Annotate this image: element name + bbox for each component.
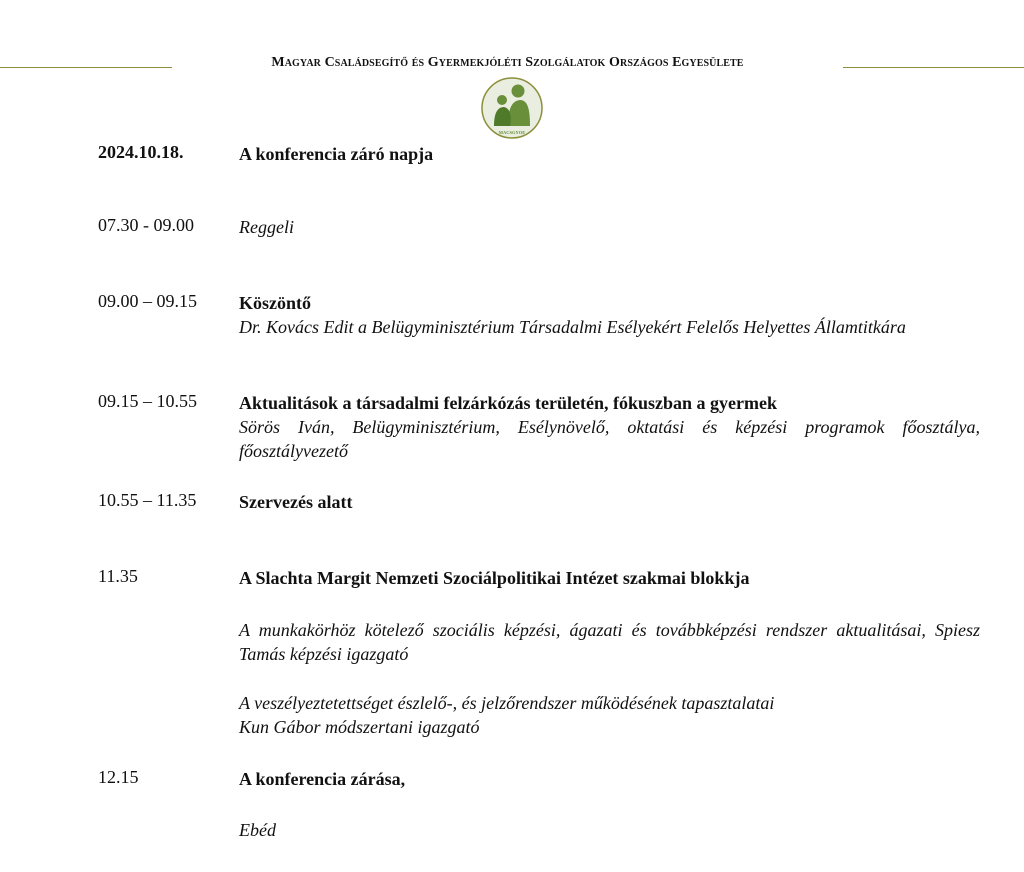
news-speaker: Sörös Iván, Belügyminisztérium, Esélynövelő, oktatási és képzési programok főosztálya, főosztályvezető [239, 417, 980, 461]
block-talk2-title: A veszélyeztetettséget észlelő-, és jelzőrendszer működésének tapasztalatai [239, 693, 775, 713]
block-time: 11.35 [98, 566, 138, 586]
day-title: A konferencia záró napja [239, 144, 434, 164]
news-content [239, 391, 980, 463]
greeting-title: Köszöntő [239, 293, 311, 313]
header-rule-right [843, 67, 1024, 68]
tbd-title: Szervezés alatt [239, 492, 353, 512]
greeting-time: 09.00 – 09.15 [98, 291, 197, 311]
breakfast-title: Reggeli [239, 217, 294, 237]
logo-caption: MACSGYOE [498, 130, 526, 135]
block-talk2-content [239, 691, 980, 739]
day-date: 2024.10.18. [98, 142, 184, 162]
header-rule-left [0, 67, 172, 68]
organization-logo [480, 76, 544, 140]
block-title: A Slachta Margit Nemzeti Szociálpolitikai Intézet szakmai blokkja [239, 568, 750, 588]
organization-title: Magyar Családsegítő és Gyermekjóléti Szolgálatok Országos Egyesülete [271, 55, 744, 70]
greeting-content [239, 291, 980, 339]
greeting-speaker: Dr. Kovács Edit a Belügyminisztérium Társadalmi Esélyekért Felelős Helyettes Államtitkára [239, 317, 906, 337]
logo-parent-head [512, 85, 525, 98]
block-talk1-text: A munkakörhöz kötelező szociális képzési, ágazati és továbbképzési rendszer aktualitásai, Spiesz Tamás képzési igazgató [239, 620, 980, 664]
tbd-time: 10.55 – 11.35 [98, 490, 197, 510]
news-time: 09.15 – 10.55 [98, 391, 197, 411]
news-title: Aktualitások a társadalmi felzárkózás területén, fókuszban a gyermek [239, 393, 777, 413]
breakfast-time: 07.30 - 09.00 [98, 215, 194, 235]
block-content [239, 566, 980, 590]
logo-child-head [497, 95, 507, 105]
block-talk2-speaker: Kun Gábor módszertani igazgató [239, 717, 480, 737]
closing-title: A konferencia zárása, [239, 769, 406, 789]
closing-time: 12.15 [98, 767, 139, 787]
lunch-title: Ebéd [239, 820, 276, 840]
